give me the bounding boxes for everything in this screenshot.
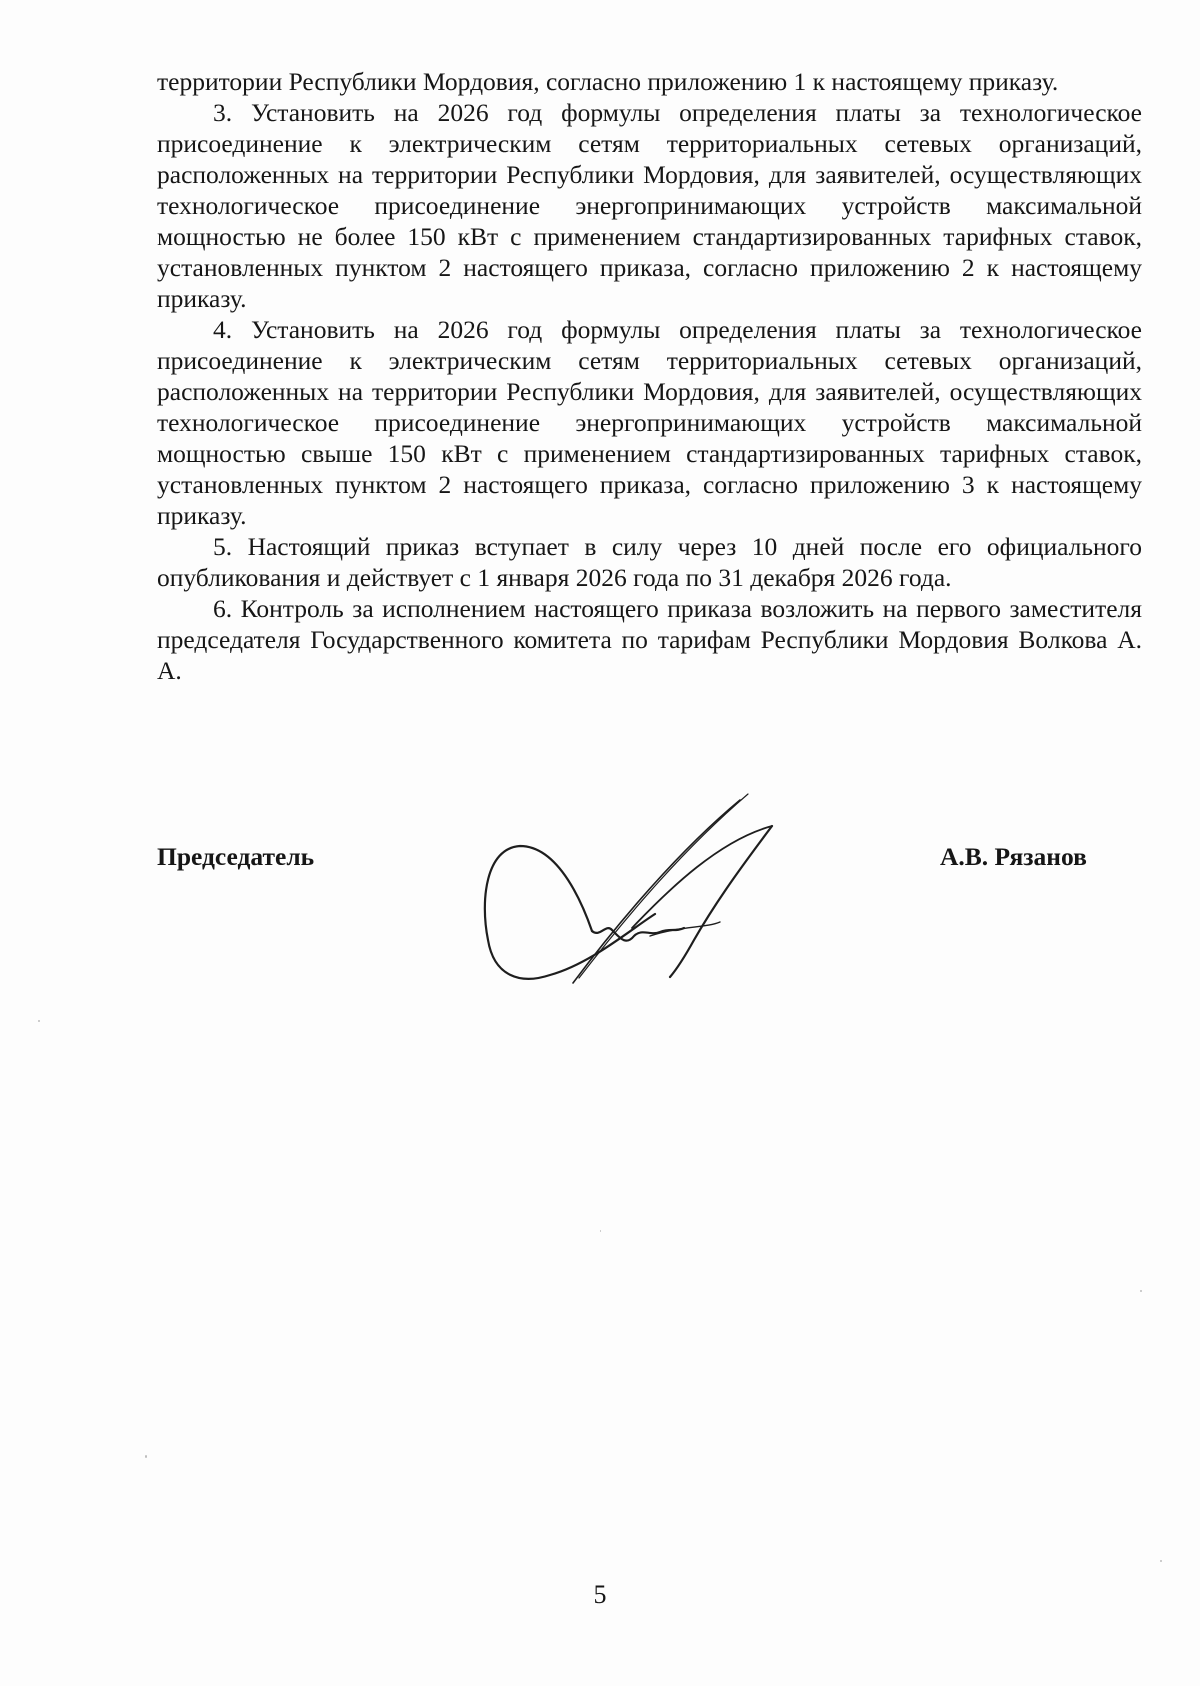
paragraph-continuation: территории Республики Мордовия, согласно приложению 1 к настоящему приказу. <box>157 67 1059 96</box>
paragraph-3: 3. Установить на 2026 год формулы определения платы за технологическое присоединение к электрическим сетям территориальных сетевых организаций, расположенных на территории Республики Мордовия, для заявителей, осуществляющих технологическое присоединение энергопринимающих устройств максимальной мощностью не более 150 кВт с применением стандартизированных тарифных ставок, установленных пунктом 2 настоящего приказа, согласно приложению 2 к настоящему приказу. <box>157 98 1142 313</box>
handwritten-signature <box>480 780 840 1010</box>
scan-speck <box>38 1020 40 1022</box>
page-number: 5 <box>593 1580 607 1609</box>
scan-speck <box>145 1455 147 1458</box>
signatory-title: Председатель <box>157 842 315 871</box>
paragraph-4: 4. Установить на 2026 год формулы определения платы за технологическое присоединение к электрическим сетям территориальных сетевых организаций, расположенных на территории Республики Мордовия, для заявителей, осуществляющих технологическое присоединение энергопринимающих устройств максимальной мощностью свыше 150 кВт с применением стандартизированных тарифных ставок, установленных пунктом 2 настоящего приказа, согласно приложению 3 к настоящему приказу. <box>157 315 1142 530</box>
scan-speck <box>600 1230 601 1232</box>
paragraph-5: 5. Настоящий приказ вступает в силу через 10 дней после его официального опубликования и действует с 1 января 2026 года по 31 декабря 2026 года. <box>157 532 1142 592</box>
paragraph-6: 6. Контроль за исполнением настоящего приказа возложить на первого заместителя председателя Государственного комитета по тарифам Республики Мордовия Волкова А. А. <box>157 594 1142 685</box>
document-body <box>157 66 1142 686</box>
signatory-name: А.В. Рязанов <box>940 842 1087 871</box>
scan-speck <box>1140 1290 1142 1292</box>
scan-speck <box>1160 1560 1162 1562</box>
